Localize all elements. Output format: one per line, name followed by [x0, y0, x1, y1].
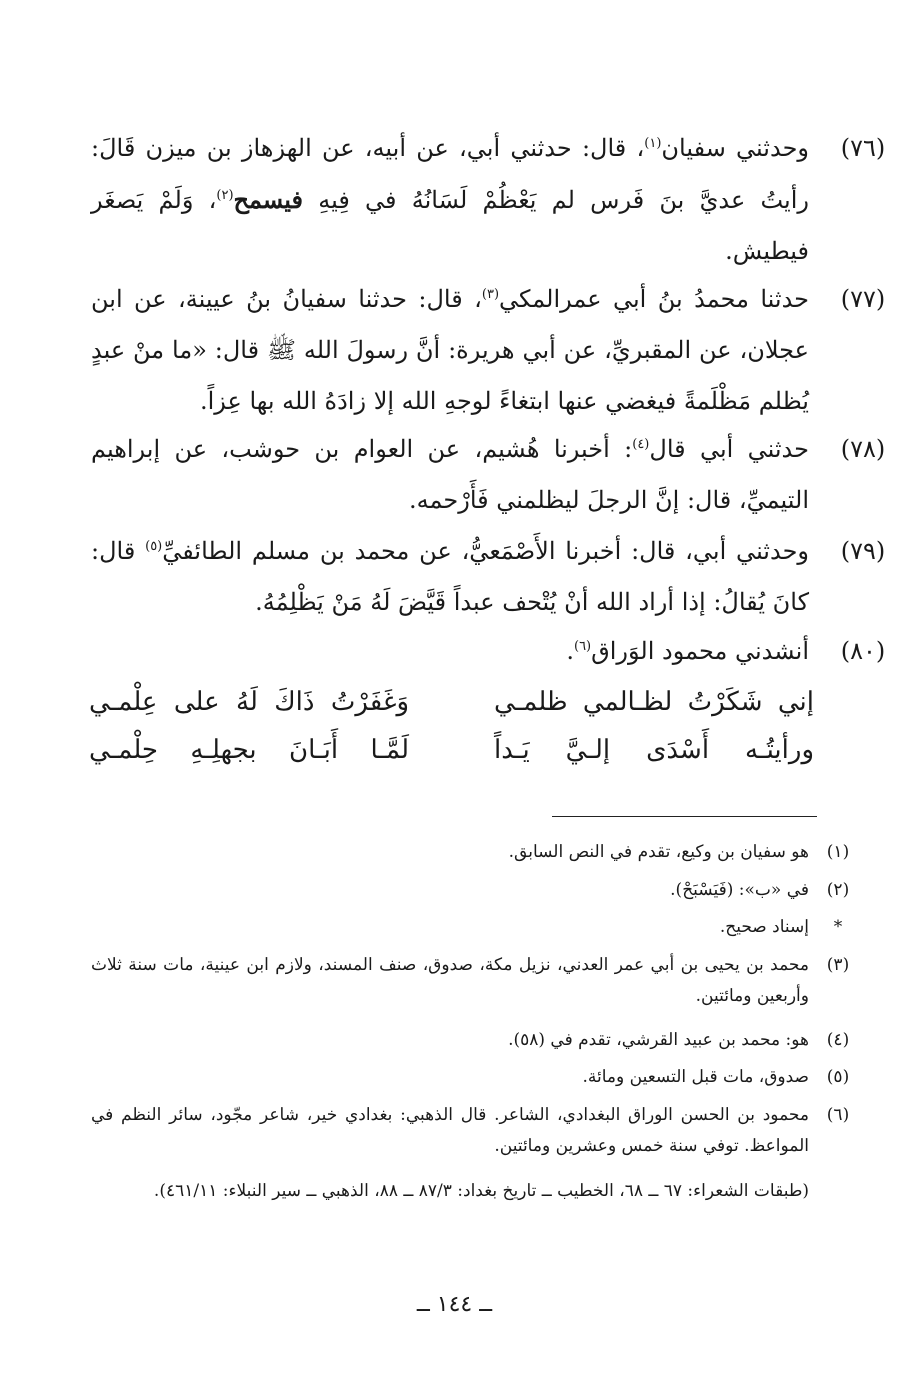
poem — [89, 678, 814, 774]
entry-text: حدثنا محمدُ بنُ أبي عمرالمكي$^{(٣)}$، قال: حدثنا سفيانُ بنُ عيينة، عن ابن عجلان، عن المقبريِّ، عن أبي هريرة: أنَّ رسولَ الله ﷺ قال: «ما منْ عبدٍ يُظلم مَظْلَمةً فيغضي عنها ابتغاءً لوجهِ الله إلا زادَهُ الله بها عِزاً. — [91, 285, 810, 415]
footnote-text: هو: محمد بن عبيد القرشي، تقدم في (٥٨). — [508, 1030, 809, 1050]
footnote-number: (١) — [826, 842, 850, 862]
footnote-text: في «ب»: (فَيَسْبَحْ). — [670, 880, 809, 900]
footnote-6 — [91, 1100, 850, 1162]
footnote-text: هو سفيان بن وكيع، تقدم في النص السابق. — [508, 842, 809, 862]
footnote-5 — [91, 1062, 850, 1093]
entry-76 — [91, 123, 886, 277]
footnote-3 — [91, 950, 850, 1012]
poem-verse — [89, 726, 814, 774]
footnote-1 — [91, 837, 850, 868]
footnote-text: صدوق، مات قبل التسعين ومائة. — [582, 1067, 809, 1087]
footnote-2 — [91, 875, 850, 906]
entry-text: وحدثني سفيان$^{(١)}$، قال: حدثني أبي، عن أبيه، عن الهزهاز بن ميزن قَالَ: رأيتُ عديَّ بنَ فَرس لم يَعْظُمْ لَسَانُهُ في فِيهِ فيسمح$^{(٢)}$، وَلَمْ يَصغَر فيطيش. — [91, 134, 809, 265]
entry-77 — [91, 274, 886, 427]
footnote-4 — [91, 1025, 850, 1056]
verse-first-hemistich: ورأيتُـه أَسْدَى إلـيَّ يَـداً — [494, 735, 814, 765]
footnote-ref[interactable]: (١) — [644, 136, 662, 151]
footnote-number: (٦) — [826, 1105, 850, 1125]
entry-78 — [91, 424, 886, 526]
footnote-asterisk — [91, 912, 843, 943]
entry-79 — [91, 526, 886, 628]
poem-verse — [89, 678, 814, 726]
footnote-number: (٣) — [826, 955, 850, 975]
footnote-ref[interactable]: (٣) — [481, 287, 500, 302]
footnote-text: محمود بن الحسن الوراق البغدادي، الشاعر. قال الذهبي: بغدادي خير، شاعر مجّود، سائر النظم في المواعظ. توفي سنة خمس وعشرين ومائتين. — [91, 1105, 809, 1156]
footnote-ref[interactable]: (٥) — [145, 539, 163, 554]
footnote-number: (٥) — [826, 1067, 850, 1087]
footnote-separator — [552, 816, 817, 817]
entry-80 — [91, 626, 886, 677]
entry-number: (٧٨) — [840, 435, 886, 463]
entry-text: حدثني أبي قال$^{(٤)}$: أخبرنا هُشيم، عن العوام بن حوشب، عن إبراهيم التيميِّ، قال: إنَّ الرجلَ ليظلمني فَأَرْحمه. — [91, 435, 809, 514]
verse-second-hemistich: وَغَفَرْتُ ذَاكَ لَهُ على عِلْمـي — [89, 687, 409, 717]
footnote-text: محمد بن يحيى بن أبي عمر العدني، نزيل مكة، صدوق، صنف المسند، ولازم ابن عينية، مات سنة ثلاث وأربعين ومائتين. — [91, 955, 809, 1006]
footnote-text: إسناد صحيح. — [719, 917, 809, 937]
footnote-6-sources — [91, 1176, 809, 1207]
entry-number: (٨٠) — [840, 637, 886, 665]
entry-number: (٧٩) — [840, 537, 886, 565]
footnote-marker: * — [833, 917, 843, 937]
footnote-ref[interactable]: (٦) — [573, 639, 592, 654]
footnote-ref[interactable]: (٢) — [216, 188, 234, 203]
entry-number: (٧٦) — [840, 134, 886, 162]
verse-second-hemistich: لَمَّـا أَبَـانَ بجهلِـهِ حِلْمـي — [89, 735, 409, 765]
verse-first-hemistich: إني شَكَرْتُ لظـالمي ظلمـي — [494, 687, 814, 717]
entry-text: أنشدني محمود الوَراق$^{(٦)}$. — [566, 637, 809, 665]
footnote-number: (٤) — [826, 1030, 850, 1050]
footnote-number: (٢) — [826, 880, 850, 900]
entry-number: (٧٧) — [840, 285, 886, 313]
entry-text: وحدثني أبي، قال: أخبرنا الأَصْمَعيُّ، عن محمد بن مسلم الطائفيِّ$^{(٥)}$ قال: كانَ يُقالُ: إذا أراد الله أنْ يُتْحف عبداً قَيَّضَ لَهُ مَنْ يَظْلِمُهُ. — [91, 537, 810, 616]
page-number: ــ ١٤٤ ــ — [416, 1292, 493, 1317]
footnote-text: (طبقات الشعراء: ٦٧ ــ ٦٨، الخطيب ــ تاريخ بغداد: ٨٧/٣ ــ ٨٨، الذهبي ــ سير النبلاء: ٤٦١/١١). — [153, 1181, 809, 1201]
footnote-ref[interactable]: (٤) — [632, 437, 650, 452]
